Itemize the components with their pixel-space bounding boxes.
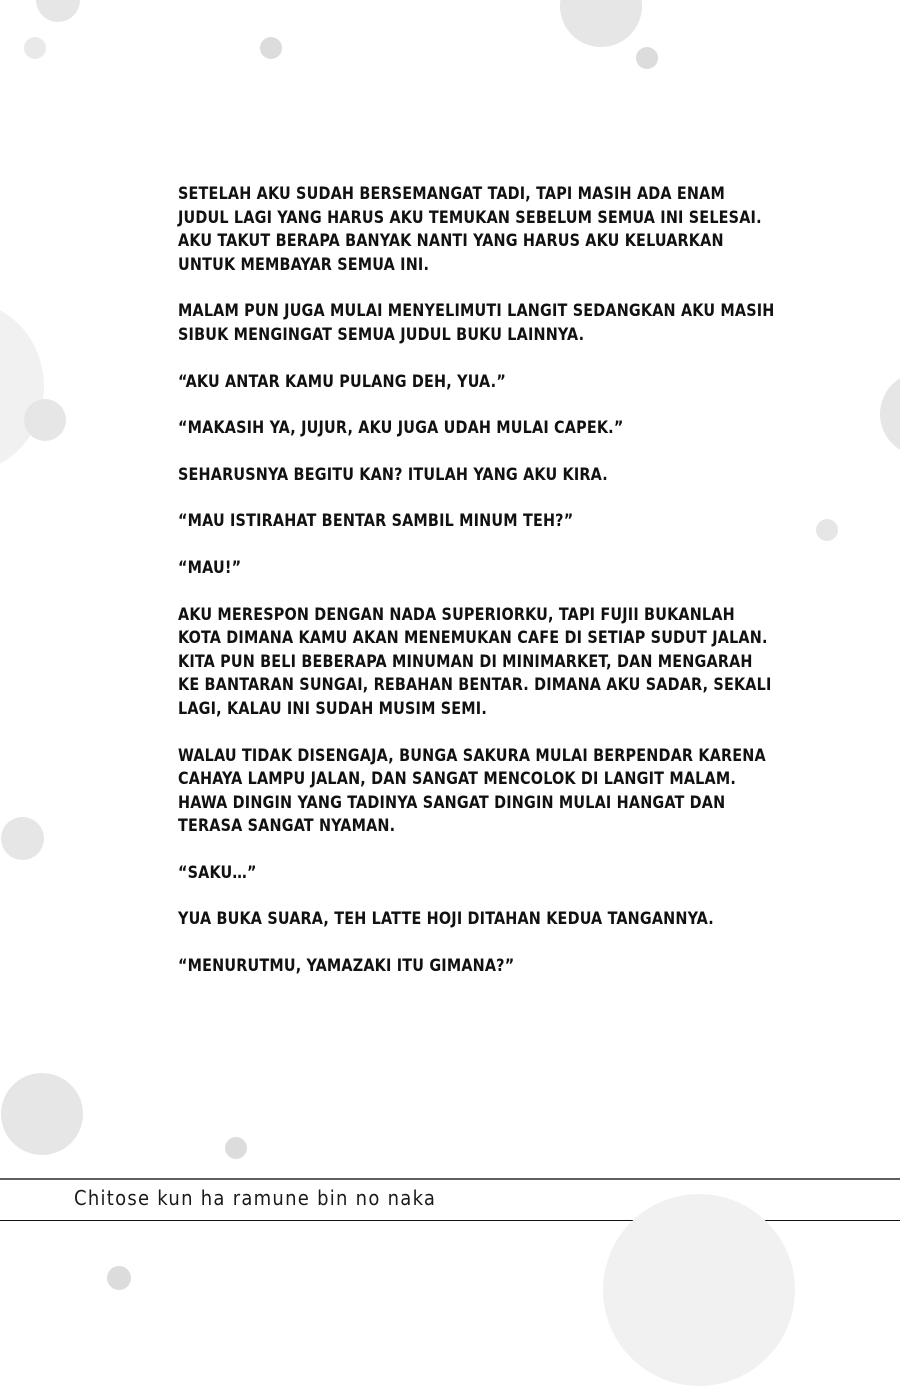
decorative-circle [0, 302, 44, 472]
paragraph: SETELAH AKU SUDAH BERSEMANGAT TADI, TAPI MASIH ADA ENAM JUDUL LAGI YANG HARUS AKU TEMUKAN SEBELUM SEMUA INI SELESAI. AKU TAKUT BERAPA BANYAK NANTI YANG HARUS AKU KELUARKAN UNTUK MEMBAYAR SEMUA INI. [178, 184, 762, 275]
decorative-circle [36, 0, 80, 22]
dialogue-line: “MENURUTMU, YAMAZAKI ITU GIMANA?” [178, 956, 515, 977]
decorative-circle [1, 1073, 83, 1155]
dialogue-line: “MAU ISTIRAHAT BENTAR SAMBIL MINUM TEH?” [178, 511, 574, 532]
paragraph: SEHARUSNYA BEGITU KAN? ITULAH YANG AKU KIRA. [178, 464, 608, 485]
paragraph: WALAU TIDAK DISENGAJA, BUNGA SAKURA MULAI BERPENDAR KARENA CAHAYA LAMPU JALAN, DAN SANGAT MENCOLOK DI LANGIT MALAM. HAWA DINGIN YANG TADINYA SANGAT DINGIN MULAI HANGAT DAN TERASA SANGAT NYAMAN. [178, 745, 766, 837]
decorative-circle [260, 37, 282, 59]
decorative-circle [560, 0, 642, 47]
dialogue-line: “AKU ANTAR KAMU PULANG DEH, YUA.” [178, 371, 506, 392]
decorative-circle [816, 519, 838, 541]
paragraph: MALAM PUN JUGA MULAI MENYELIMUTI LANGIT SEDANGKAN AKU MASIH SIBUK MENGINGAT SEMUA JUDUL BUKU LAINNYA. [178, 301, 775, 345]
decorative-circle [24, 399, 66, 441]
decorative-circle [636, 47, 658, 69]
dialogue-line: “SAKU…” [178, 862, 257, 883]
footer-series-title: Chitose kun ha ramune bin no naka [74, 1186, 437, 1210]
footer-divider-top [0, 1178, 900, 1180]
decorative-circle [1, 817, 44, 860]
decorative-circle [107, 1266, 131, 1290]
decorative-circle [880, 372, 900, 456]
dialogue-line: “MAKASIH YA, JUJUR, AKU JUGA UDAH MULAI CAPEK.” [178, 418, 624, 439]
paragraph: YUA BUKA SUARA, TEH LATTE HOJI DITAHAN KEDUA TANGANNYA. [178, 909, 714, 930]
paragraph: AKU MERESPON DENGAN NADA SUPERIORKU, TAPI FUJII BUKANLAH KOTA DIMANA KAMU AKAN MENEMUKAN CAFE DI SETIAP SUDUT JALAN. KITA PUN BELI BEBERAPA MINUMAN DI MINIMARKET, DAN MENGARAH KE BANTARAN SUNGAI, REBAHAN BENTAR. DIMANA AKU SADAR, SEKALI LAGI, KALAU INI SUDAH MUSIM SEMI. [178, 604, 772, 719]
decorative-circle [225, 1137, 247, 1159]
page-body [178, 183, 778, 1002]
dialogue-line: “MAU!” [178, 557, 242, 578]
decorative-circle [603, 1194, 795, 1386]
decorative-circle [24, 37, 46, 59]
